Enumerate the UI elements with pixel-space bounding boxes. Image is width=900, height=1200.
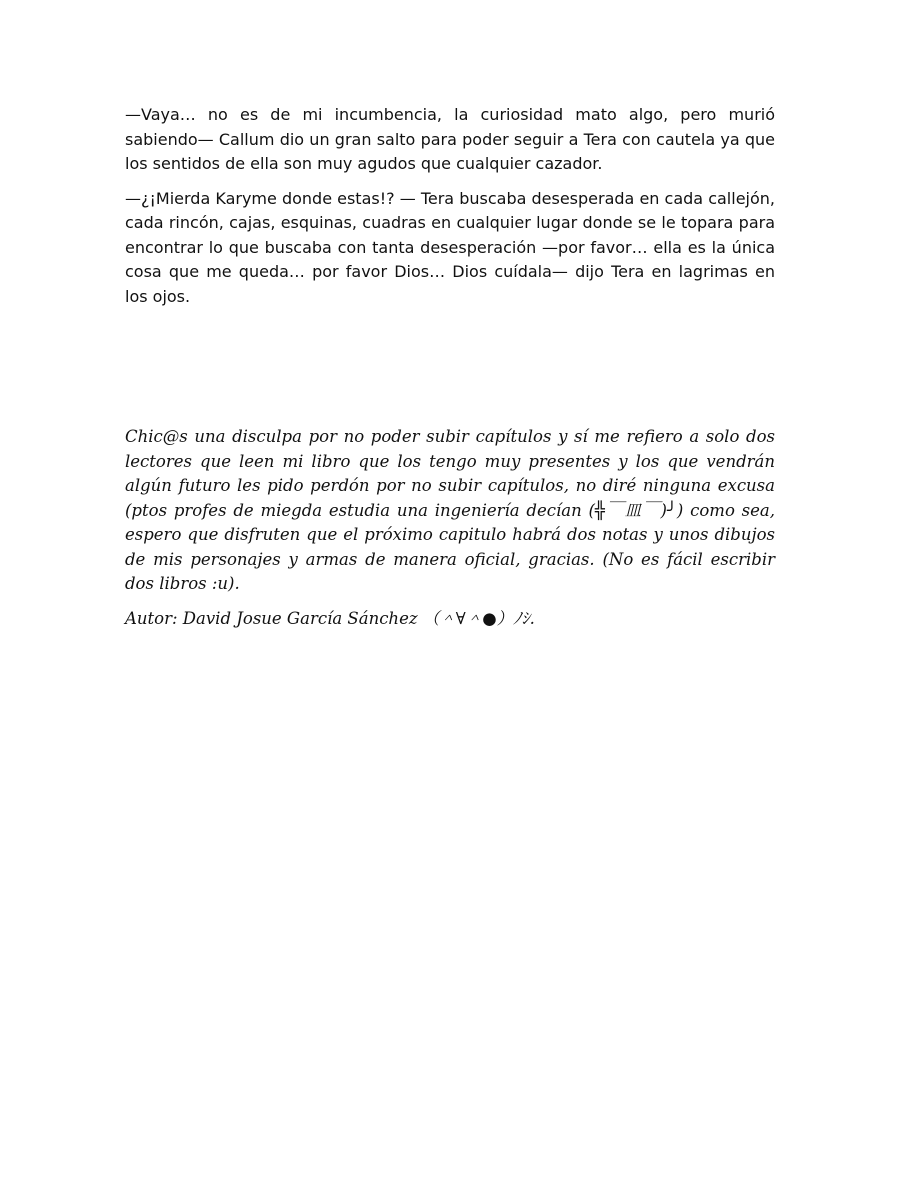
author-note xyxy=(125,425,775,641)
story-paragraph-2: —¿¡Mierda Karyme donde estas!? — Tera buscaba desesperada en cada callejón, cada rincón, cajas, esquinas, cuadras en cualquier lugar donde se le topara para encontrar lo que buscaba con tanta desesperación —por favor… ella es la única cosa que me queda… por favor Dios… Dios cuídala— dijo Tera en lagrimas en los ojos. xyxy=(125,188,775,306)
author-signature: Autor: David Josue García Sánchez （＾∀＾●）ﾉｼ. xyxy=(125,608,535,628)
author-note-message: Chic@s una disculpa por no poder subir capítulos y sí me refiero a solo dos lectores que leen mi libro que los tengo muy presentes y los que vendrán algún futuro les pido perdón por no subir capítulos, no diré ninguna excusa (ptos profes de miegda estudia una ingeniería decían (╬￣皿￣)╯) como sea, espero que disfruten que el próximo capitulo habrá dos notas y unos dibujos de mis personajes y armas de manera oficial, gracias. (No es fácil escribir dos libros :u). xyxy=(125,427,775,593)
story-text xyxy=(125,103,775,319)
story-paragraph-1: —Vaya… no es de mi incumbencia, la curiosidad mato algo, pero murió sabiendo— Callum dio un gran salto para poder seguir a Tera con cautela ya que los sentidos de ella son muy agudos que cualquier cazador. xyxy=(125,105,775,173)
